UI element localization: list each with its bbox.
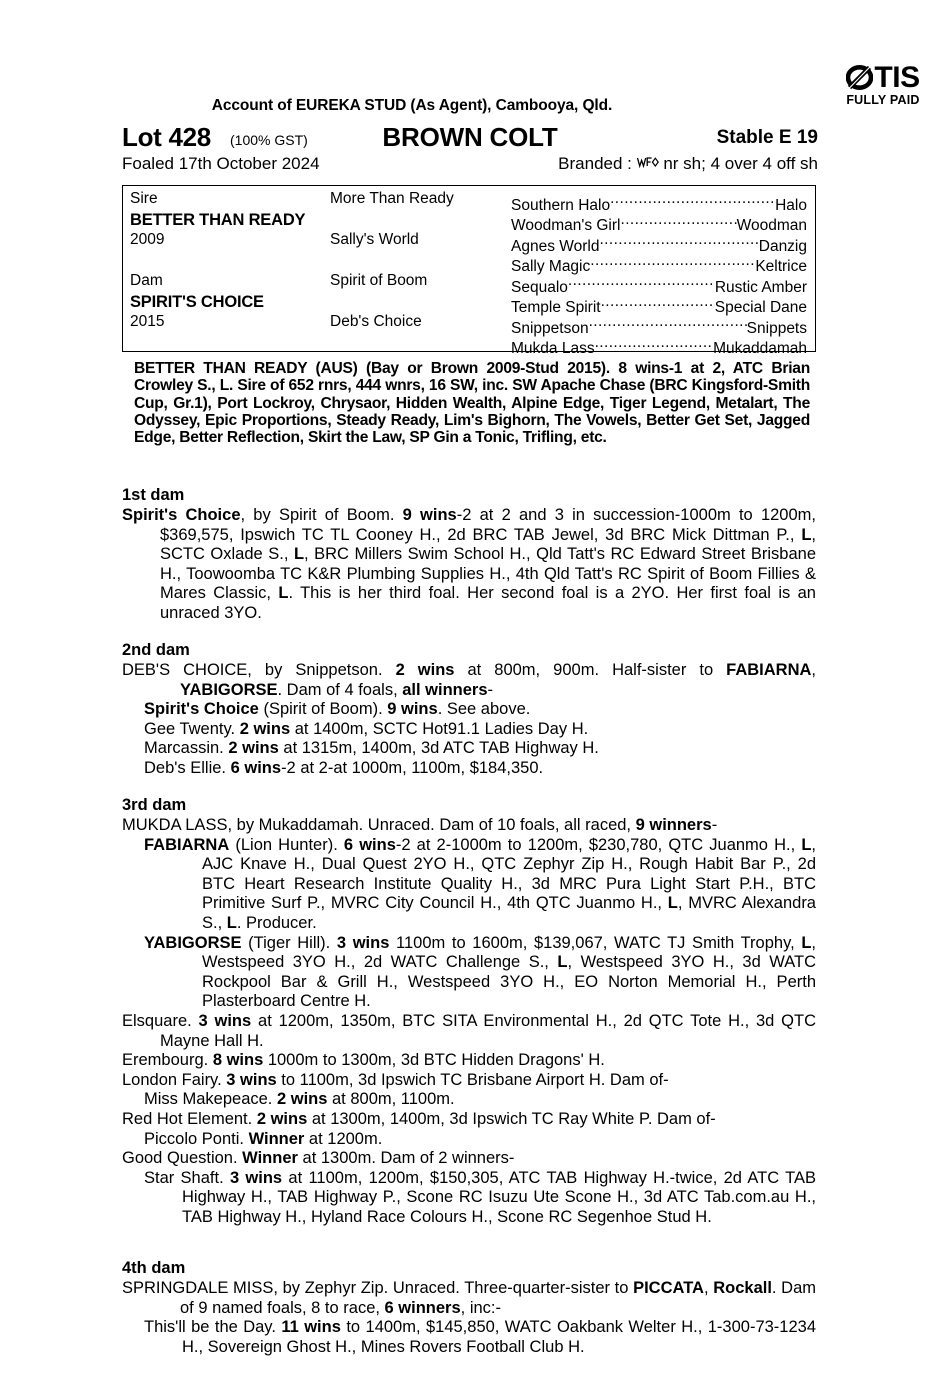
wins-count: 6 wins	[230, 758, 282, 777]
t: , by Spirit of Boom.	[240, 506, 403, 524]
progeny-name: London Fairy.	[122, 1070, 222, 1089]
progeny-name: Erembourg.	[122, 1051, 209, 1070]
t: ,	[703, 1279, 714, 1297]
t: (Spirit of Boom).	[258, 700, 388, 719]
otis-logo-subtext: FULLY PAID	[846, 93, 920, 107]
second-dam-paragraph	[122, 661, 816, 700]
sire-dam: Sally's World	[330, 231, 419, 248]
t: , Westspeed 3YO H., 3d WATC Rockpool Bar & Grill H., Westspeed 3YO H., EO Norton Memorial H., Perth Plasterboard Centre H.	[202, 953, 817, 1011]
t: at 1300m, 1400m, 3d Ipswich TC Ray White P. Dam of-	[307, 1109, 716, 1128]
otis-logo-text: TIS	[874, 60, 920, 94]
sire-year: 2009	[130, 231, 165, 248]
t: 1100m to 1600m, $139,067, WATC TJ Smith Trophy,	[389, 933, 802, 952]
t: at 1300m. Dam of 2 winners-	[297, 1149, 515, 1168]
branded-info	[558, 152, 818, 176]
progeny-name: Deb's Ellie.	[144, 758, 227, 777]
ancestor-sire-name: Woodman	[736, 217, 807, 234]
progeny-name: This'll be the Day.	[144, 1318, 276, 1337]
t: , BRC Millers Swim School H., Qld Tatt's RC Edward Street Brisbane H., Toowoomba TC K&R Plumbing Supplies H., 4th Qld Tatt's RC Spirit of Boom Fillies & Mares Classic,	[160, 545, 817, 603]
t: (Lion Hunter).	[229, 835, 344, 854]
relative-name: Rockall	[713, 1279, 772, 1297]
third-dam-section	[122, 794, 816, 1227]
t: , by Mukaddamah. Unraced. Dam of 10 foals, all raced,	[227, 816, 636, 834]
progeny-name: Miss Makepeace.	[144, 1090, 273, 1109]
pedigree-column-1	[130, 189, 330, 333]
t: at 1200m.	[304, 1129, 383, 1148]
gst-note: (100% GST)	[230, 132, 308, 148]
ancestor-name: Southern Halo	[511, 196, 611, 214]
ancestor-name: Woodman's Girl	[511, 217, 621, 234]
second-dam-heading: 2nd dam	[122, 641, 190, 659]
leader-dots	[620, 210, 736, 231]
relative-name: FABIARNA	[726, 661, 812, 679]
second-dam-name: DEB'S CHOICE	[122, 661, 248, 679]
progeny-name: Star Shaft.	[144, 1168, 224, 1187]
wins-count: 3 wins	[336, 933, 390, 952]
t: at 1100m, 1200m, $150,305, ATC TAB Highway H.-twice, 2d ATC TAB Highway H., TAB Highway P., Scone RC Isuzu Ute Scone H., 3d ATC Tab.com.au H., TAB Highway H., Hyland Race Colours H., Scone RC Segenhoe Stud H.	[182, 1168, 816, 1226]
progeny-spirit-s-choice	[144, 700, 816, 720]
lot-number: Lot 428	[122, 122, 211, 152]
leader-dots	[568, 271, 715, 292]
wins-count: 3 wins	[229, 1168, 283, 1187]
t: -	[487, 680, 494, 699]
dam-name: SPIRIT'S CHOICE	[130, 292, 264, 311]
t: at 1200m, 1350m, BTC SITA Environmental H., 2d QTC Tote H., 3d QTC Mayne Hall H.	[160, 1011, 816, 1050]
progeny-red-hot-element	[122, 1110, 816, 1130]
first-dam-paragraph	[122, 506, 816, 624]
t: to 1100m, 3d Ipswich TC Brisbane Airport H. Dam of-	[276, 1070, 669, 1089]
branded-suffix: nr sh; 4 over 4 off sh	[658, 154, 818, 173]
t: , Westspeed 3YO H., 2d WATC Challenge S.,	[202, 933, 816, 972]
first-dam-heading: 1st dam	[122, 486, 185, 504]
t: at 1400m, SCTC Hot91.1 Ladies Day H.	[290, 719, 589, 738]
progeny-elsquare	[122, 1012, 816, 1051]
wins-count: 3 wins	[226, 1070, 277, 1089]
progeny-gee-twenty	[144, 720, 816, 740]
progeny-fabiarna	[144, 836, 816, 934]
pedigree-ancestor-row	[511, 189, 807, 214]
spacer-3	[330, 251, 510, 272]
leader-dots	[595, 333, 714, 354]
third-dam-heading: 3rd dam	[122, 796, 187, 814]
progeny-name: FABIARNA	[144, 835, 230, 854]
foaled-date: Foaled 17th October 2024	[122, 154, 320, 173]
fourth-dam-heading: 4th dam	[122, 1259, 186, 1277]
ancestor-name: Temple Spirit	[511, 299, 601, 316]
progeny-name: Elsquare.	[122, 1011, 192, 1030]
t: at 1315m, 1400m, 3d ATC TAB Highway H.	[278, 739, 599, 758]
wins-count: 6 wins	[343, 835, 396, 854]
all-winners-flag: all winners	[402, 680, 488, 699]
leader-dots	[601, 292, 715, 313]
ancestor-name: Snippetson	[511, 319, 589, 337]
t: , by Snippetson.	[247, 661, 396, 679]
listed-flag: L	[667, 894, 678, 913]
winners-count: 6 winners	[384, 1298, 461, 1317]
wins-count: 3 wins	[198, 1011, 252, 1030]
t: , inc:-	[460, 1298, 502, 1317]
progeny-marcassin	[144, 739, 816, 759]
brand-mark-icon	[637, 153, 659, 177]
progeny-miss-makepeace	[144, 1090, 816, 1110]
ancestor-sire-name: Keltrice	[755, 258, 807, 275]
listed-flag: L	[226, 913, 237, 932]
progeny-piccolo-ponti	[144, 1130, 816, 1150]
title-row	[122, 122, 818, 152]
first-dam-name: Spirit's Choice	[122, 506, 241, 524]
wins-count: 2 wins	[228, 739, 279, 758]
progeny-london-fairy	[122, 1071, 816, 1091]
ancestor-sire-name: Snippets	[746, 319, 807, 337]
pedigree-column-3	[511, 189, 807, 357]
wins-count: 9 wins	[387, 700, 438, 719]
listed-flag: L	[278, 584, 289, 603]
leader-dots	[610, 189, 775, 210]
subtitle-row	[122, 152, 818, 176]
progeny-thisll-be-the-day	[144, 1318, 816, 1357]
t: , SCTC Oxlade S.,	[160, 525, 816, 564]
sire-sire: More Than Ready	[330, 190, 454, 207]
leader-dots	[599, 230, 758, 251]
wins-count: 11 wins	[281, 1318, 341, 1337]
wins-count: Winner	[242, 1149, 298, 1168]
t: . Dam of 9 named foals, 8 to race,	[180, 1279, 817, 1317]
t: . This is her third foal. Her second foal is a 2YO. Her first foal is an unraced 3YO.	[160, 584, 816, 622]
progeny-yabigorse	[144, 934, 816, 1012]
t: -2 at 2 and 3 in succession-1000m to 1200m, $369,575, Ipswich TC TL Cooney H., 2d BRC TAB Jewel, 3d BRC Mick Dittman P.,	[160, 506, 816, 544]
t: 1000m to 1300m, 3d BTC Hidden Dragons' H.	[263, 1051, 605, 1070]
listed-flag: L	[801, 835, 812, 854]
dam-label: Dam	[130, 272, 163, 289]
progeny-name: Gee Twenty.	[144, 719, 236, 738]
progeny-name: Piccolo Ponti.	[144, 1129, 244, 1148]
first-dam-section	[122, 484, 816, 624]
dam-dam: Deb's Choice	[330, 313, 422, 330]
winners-count: 9 winners	[635, 816, 712, 834]
account-line: Account of EUREKA STUD (As Agent), Cambooya, Qld.	[211, 97, 613, 114]
relative-name: PICCATA	[633, 1279, 704, 1297]
ancestor-name: Mukda Lass	[511, 340, 595, 357]
t	[192, 1012, 199, 1030]
t: , MVRC Alexandra S.,	[202, 894, 816, 932]
ancestor-sire-name: Mukaddamah	[713, 340, 807, 357]
sire-label: Sire	[130, 190, 158, 207]
progeny-name: Spirit's Choice	[144, 700, 259, 719]
ancestor-sire-name: Danzig	[758, 237, 807, 255]
third-dam-name: MUKDA LASS	[122, 816, 228, 834]
wins-count: 2 wins	[239, 719, 291, 738]
fourth-dam-paragraph	[122, 1279, 816, 1318]
t: . Dam of 4 foals,	[277, 680, 403, 699]
colour-sex-title: BROWN COLT	[382, 122, 558, 152]
dam-year: 2015	[130, 313, 165, 330]
fourth-dam-name: SPRINGDALE MISS	[122, 1279, 274, 1297]
ancestor-sire-name: Special Dane	[714, 299, 807, 316]
t: -2 at 2-at 1000m, 1100m, $184,350.	[281, 758, 544, 777]
t: . Producer.	[236, 913, 317, 932]
listed-flag: L	[801, 525, 812, 544]
ancestor-name: Sequalo	[511, 278, 568, 296]
listed-flag: L	[293, 545, 305, 564]
sire-summary-paragraph: BETTER THAN READY (AUS) (Bay or Brown 2009-Stud 2015). 8 wins-1 at 2, ATC Brian Crowley S., L. Sire of 652 rnrs, 444 wnrs, 16 SW, inc. SW Apache Chase (BRC Kingsford-Smith Cup, Gr.1), Port Lockroy, Chrysaor, Hidden Wealth, Alpine Edge, Tiger Legend, Metalart, The Odyssey, Epic Proportions, Steady Ready, Lim's Bighorn, The Vowels, Better Get Set, Jagged Edge, Better Reflection, Skirt the Law, SP Gin a Tonic, Trifling, etc.	[134, 360, 810, 447]
t: . See above.	[437, 700, 531, 719]
ancestor-name: Sally Magic	[511, 258, 591, 275]
progeny-name: YABIGORSE	[144, 933, 242, 952]
spacer-2	[330, 210, 510, 231]
spacer-4	[330, 292, 510, 313]
t: ,	[811, 661, 816, 679]
ancestor-name: Agnes World	[511, 237, 600, 255]
leader-dots	[589, 312, 747, 333]
second-dam-progeny-list	[122, 700, 816, 778]
t: , by Zephyr Zip. Unraced. Three-quarter-sister to	[273, 1279, 634, 1297]
otis-wordmark	[828, 62, 938, 92]
t: -2 at 2-1000m to 1200m, $230,780, QTC Juanmo H.,	[395, 835, 802, 854]
listed-flag: L	[557, 953, 568, 972]
branded-label: Branded :	[558, 154, 637, 173]
t: at 800m, 900m. Half-sister to	[454, 661, 727, 679]
otis-o-icon	[846, 64, 873, 91]
otis-logo	[828, 62, 938, 107]
t: to 1400m, $145,850, WATC Oakbank Welter H., 1-300-73-1234 H., Sovereign Ghost H., Mines Rovers Football Club H.	[182, 1318, 816, 1356]
wins-count: 2 wins	[276, 1090, 328, 1109]
progeny-name: Red Hot Element.	[122, 1109, 253, 1128]
wins-count: 8 wins	[212, 1051, 264, 1070]
t: , AJC Knave H., Dual Quest 2YO H., QTC Zephyr Zip H., Rough Habit Bar P., 2d BTC Heart Research Institute Quality H., 3d MRC Pura Light Start P.H., BTC Primitive Surf P., MVRC City Council H., 4th QTC Juanmo H.,	[202, 835, 816, 913]
progeny-star-shaft	[144, 1169, 816, 1228]
progeny-name: Marcassin.	[144, 739, 224, 758]
t: at 800m, 1100m.	[327, 1090, 455, 1109]
fourth-dam-section	[122, 1257, 816, 1357]
leader-dots	[590, 251, 755, 272]
dam-sire: Spirit of Boom	[330, 272, 428, 289]
ancestor-sire-name: Rustic Amber	[714, 278, 807, 296]
wins-count: 9 wins	[402, 506, 457, 524]
progeny-good-question	[122, 1149, 816, 1169]
third-dam-paragraph	[122, 816, 816, 836]
listed-flag: L	[801, 933, 812, 952]
second-dam-section	[122, 639, 816, 779]
relative-name: YABIGORSE	[180, 680, 278, 699]
spacer-1	[130, 251, 330, 272]
t: (Tiger Hill).	[241, 933, 337, 952]
pedigree-table	[122, 185, 816, 357]
pedigree-column-2	[330, 189, 510, 333]
wins-count: 2 wins	[256, 1109, 308, 1128]
wins-count: 2 wins	[395, 661, 455, 679]
progeny-erembourg	[122, 1051, 816, 1071]
progeny-deb-s-ellie	[144, 759, 816, 779]
t: -	[711, 816, 718, 834]
sire-name: BETTER THAN READY	[130, 210, 306, 229]
progeny-name: Good Question.	[122, 1149, 238, 1168]
ancestor-sire-name: Halo	[775, 196, 807, 214]
stable-number: Stable E 19	[716, 127, 818, 148]
wins-count: Winner	[248, 1129, 305, 1148]
